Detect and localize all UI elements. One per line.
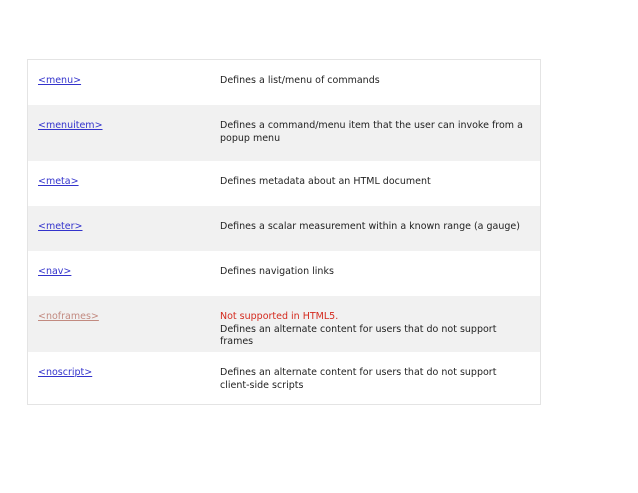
tag-link-nav[interactable]: <nav>	[38, 266, 72, 277]
tag-link-noscript[interactable]: <noscript>	[38, 367, 93, 378]
tag-link-menu[interactable]: <menu>	[38, 75, 82, 86]
tag-cell	[28, 60, 213, 105]
not-supported-note: Not supported in HTML5.	[220, 311, 339, 322]
tag-cell	[28, 206, 213, 251]
tag-cell	[28, 251, 213, 296]
description-cell: Defines a scalar measurement within a known range (a gauge)	[220, 221, 520, 232]
description-cell	[213, 296, 540, 352]
tag-cell	[28, 296, 213, 352]
tag-link-meta[interactable]: <meta>	[38, 176, 79, 187]
table-row	[28, 296, 540, 352]
tag-cell	[28, 105, 213, 161]
tag-link-noframes[interactable]: <noframes>	[38, 311, 99, 322]
table-row	[28, 60, 540, 105]
table-row	[28, 352, 540, 404]
tag-link-meter[interactable]: <meter>	[38, 221, 83, 232]
tag-cell	[28, 161, 213, 206]
description-cell: Defines an alternate content for users that do not support client-side scripts	[220, 367, 497, 391]
table-row	[28, 251, 540, 296]
description-cell: Defines a command/menu item that the user can invoke from a popup menu	[220, 120, 523, 144]
description-cell: Defines metadata about an HTML document	[220, 176, 431, 187]
table-row	[28, 105, 540, 161]
table-row	[28, 206, 540, 251]
description-text: Defines an alternate content for users that do not support frames	[220, 323, 497, 347]
description-cell: Defines navigation links	[220, 266, 334, 277]
tag-cell	[28, 352, 213, 404]
html-tag-reference-table	[27, 59, 541, 405]
tag-link-menuitem[interactable]: <menuitem>	[38, 120, 103, 131]
description-cell: Defines a list/menu of commands	[220, 75, 380, 86]
table-row	[28, 161, 540, 206]
